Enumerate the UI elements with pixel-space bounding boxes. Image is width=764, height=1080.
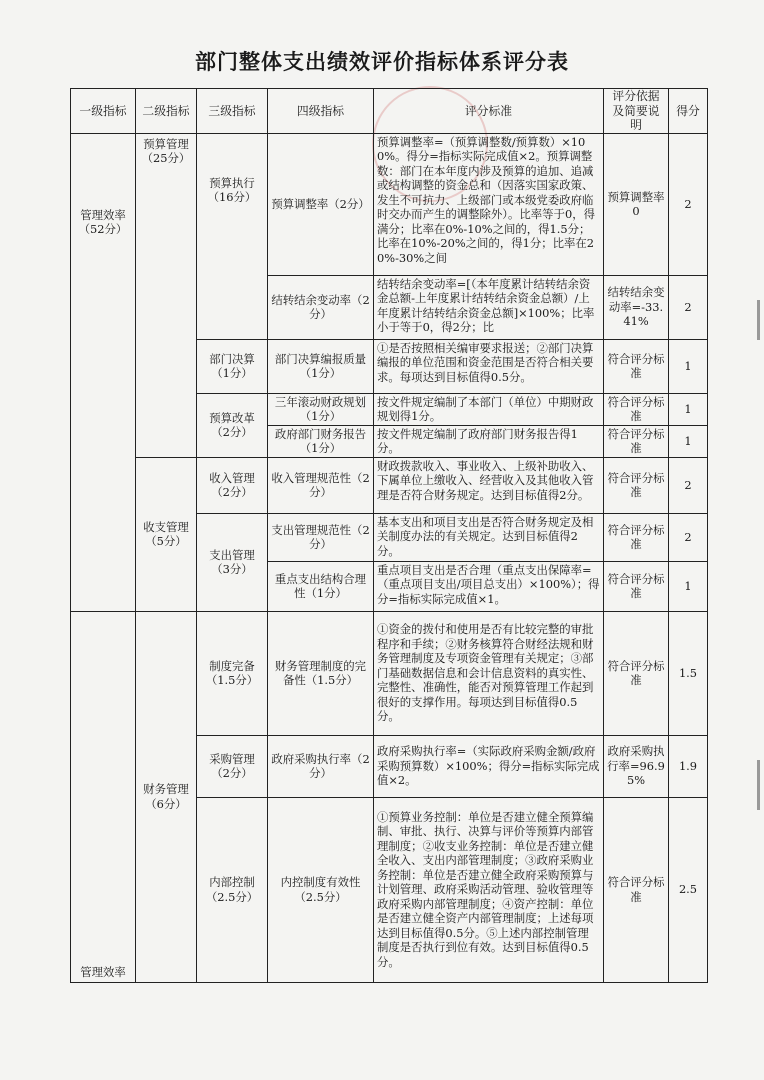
scoring-basis: 符合评分标准 <box>604 393 669 425</box>
table-header-row <box>71 89 708 134</box>
level3-system-completeness: 制度完备（1.5分） <box>197 611 268 735</box>
level4-indicator: 内控制度有效性（2.5分） <box>268 797 374 982</box>
level4-indicator: 部门决算编报质量（1分） <box>268 339 374 393</box>
score-value: 2 <box>669 133 708 275</box>
scoring-standard: 按文件规定编制了政府部门财务报告得1分。 <box>374 425 604 457</box>
header-level2: 二级指标 <box>136 89 197 134</box>
score-value: 1 <box>669 425 708 457</box>
scoring-standard: 基本支出和项目支出是否符合财务规定及相关制度办法的有关规定。达到目标值得2分。 <box>374 513 604 561</box>
score-value: 1 <box>669 393 708 425</box>
scoring-basis: 符合评分标准 <box>604 561 669 611</box>
level3-procurement-management: 采购管理（2分） <box>197 735 268 797</box>
scoring-basis: 符合评分标准 <box>604 611 669 735</box>
scoring-standard: 政府采购执行率=（实际政府采购金额/政府采购预算数）×100%；得分=指标实际完成值×2。 <box>374 735 604 797</box>
evaluation-table <box>70 88 708 983</box>
table-row <box>71 133 708 275</box>
score-value: 2 <box>669 513 708 561</box>
level4-indicator: 收入管理规范性（2分） <box>268 457 374 513</box>
level2-budget-management: 预算管理（25分） <box>136 133 197 457</box>
scan-edge-mark <box>757 300 760 340</box>
score-value: 1 <box>669 339 708 393</box>
header-level4: 四级指标 <box>268 89 374 134</box>
header-score: 得分 <box>669 89 708 134</box>
level4-indicator: 预算调整率（2分） <box>268 133 374 275</box>
level3-revenue-management: 收入管理（2分） <box>197 457 268 513</box>
level4-indicator: 三年滚动财政规划（1分） <box>268 393 374 425</box>
scoring-basis: 符合评分标准 <box>604 513 669 561</box>
level4-indicator: 财务管理制度的完备性（1.5分） <box>268 611 374 735</box>
level3-expense-management: 支出管理（3分） <box>197 513 268 611</box>
header-basis: 评分依据及简要说明 <box>604 89 669 134</box>
scan-edge-mark <box>757 760 760 810</box>
scoring-standard: 财政拨款收入、事业收入、上级补助收入、下属单位上缴收入、经营收入及其他收入管理是否符合财务规定。达到目标值得2分。 <box>374 457 604 513</box>
level1-management-efficiency: 管理效率（52分） <box>71 133 136 611</box>
score-value: 1.9 <box>669 735 708 797</box>
header-level3: 三级指标 <box>197 89 268 134</box>
score-value: 2 <box>669 457 708 513</box>
level3-final-accounts: 部门决算（1分） <box>197 339 268 393</box>
header-level1: 一级指标 <box>71 89 136 134</box>
scoring-basis: 符合评分标准 <box>604 339 669 393</box>
scoring-standard: ①是否按照相关编审要求报送；②部门决算编报的单位范围和资金范围是否符合相关要求。每项达到目标值得0.5分。 <box>374 339 604 393</box>
level3-internal-control: 内部控制（2.5分） <box>197 797 268 982</box>
level4-indicator: 政府部门财务报告（1分） <box>268 425 374 457</box>
level3-budget-reform: 预算改革（2分） <box>197 393 268 457</box>
score-value: 2 <box>669 275 708 339</box>
level4-indicator: 结转结余变动率（2分） <box>268 275 374 339</box>
document-title: 部门整体支出绩效评价指标体系评分表 <box>195 50 569 74</box>
scoring-standard: 重点项目支出是否合理（重点支出保障率=（重点项目支出/项目总支出）×100%）；得分=指标实际完成值×1。 <box>374 561 604 611</box>
header-standard: 评分标准 <box>374 89 604 134</box>
scoring-standard: 预算调整率=（预算调整数/预算数）×100%。得分=指标实际完成值×2。预算调整数：部门在本年度内涉及预算的追加、追减或结构调整的资金总和（因落实国家政策、发生不可抗力、上级部门或本级党委政府临时交办而产生的调整除外）。比率等于0，得满分；比率在0%-10%之间的，得1.5分；比率在10%-20%之间的，得1分；比率在20%-30%之间 <box>374 133 604 275</box>
scoring-basis: 预算调整率0 <box>604 133 669 275</box>
scoring-standard: ①资金的拨付和使用是否有比较完整的审批程序和手续；②财务核算符合财经法规和财务管理制度及专项资金管理有关规定；③部门基础数据信息和会计信息资料的真实性、完整性、准确性，能否对预算管理工作起到很好的支撑作用。每项达到目标值得0.5分。 <box>374 611 604 735</box>
score-value: 1.5 <box>669 611 708 735</box>
table-row <box>71 457 708 513</box>
level4-indicator: 政府采购执行率（2分） <box>268 735 374 797</box>
scoring-basis: 政府采购执行率=96.95% <box>604 735 669 797</box>
scoring-basis: 符合评分标准 <box>604 797 669 982</box>
scoring-standard: 按文件规定编制了本部门（单位）中期财政规划得1分。 <box>374 393 604 425</box>
scoring-basis: 符合评分标准 <box>604 425 669 457</box>
scoring-standard: ①预算业务控制：单位是否建立健全预算编制、审批、执行、决算与评价等预算内部管理制度；②收支业务控制：单位是否建立健全收入、支出内部管理制度；③政府采购业务控制：单位是否建立健全政府采购预算与计划管理、政府采购活动管理、验收管理等政府采购内部管理制度；④资产控制：单位是否建立健全资产内部管理制度；上述每项达到目标值得0.5分。⑤上述内部控制管理制度是否执行到位有效。达到目标值得0.5分。 <box>374 797 604 982</box>
level2-finance-management: 财务管理（6分） <box>136 611 197 982</box>
level2-income-expense-management: 收支管理（5分） <box>136 457 197 611</box>
scoring-standard: 结转结余变动率=[（本年度累计结转结余资金总额-上年度累计结转结余资金总额）/上年度累计结转结余资金总额]×100%；比率小于等于0，得2分；比 <box>374 275 604 339</box>
level4-indicator: 重点支出结构合理性（1分） <box>268 561 374 611</box>
score-value: 1 <box>669 561 708 611</box>
level1-management-efficiency-footer: 管理效率 <box>71 611 136 982</box>
scoring-basis: 符合评分标准 <box>604 457 669 513</box>
level4-indicator: 支出管理规范性（2分） <box>268 513 374 561</box>
scoring-basis: 结转结余变动率=-33.41% <box>604 275 669 339</box>
table-row <box>71 611 708 735</box>
level3-budget-execution: 预算执行（16分） <box>197 133 268 339</box>
score-value: 2.5 <box>669 797 708 982</box>
